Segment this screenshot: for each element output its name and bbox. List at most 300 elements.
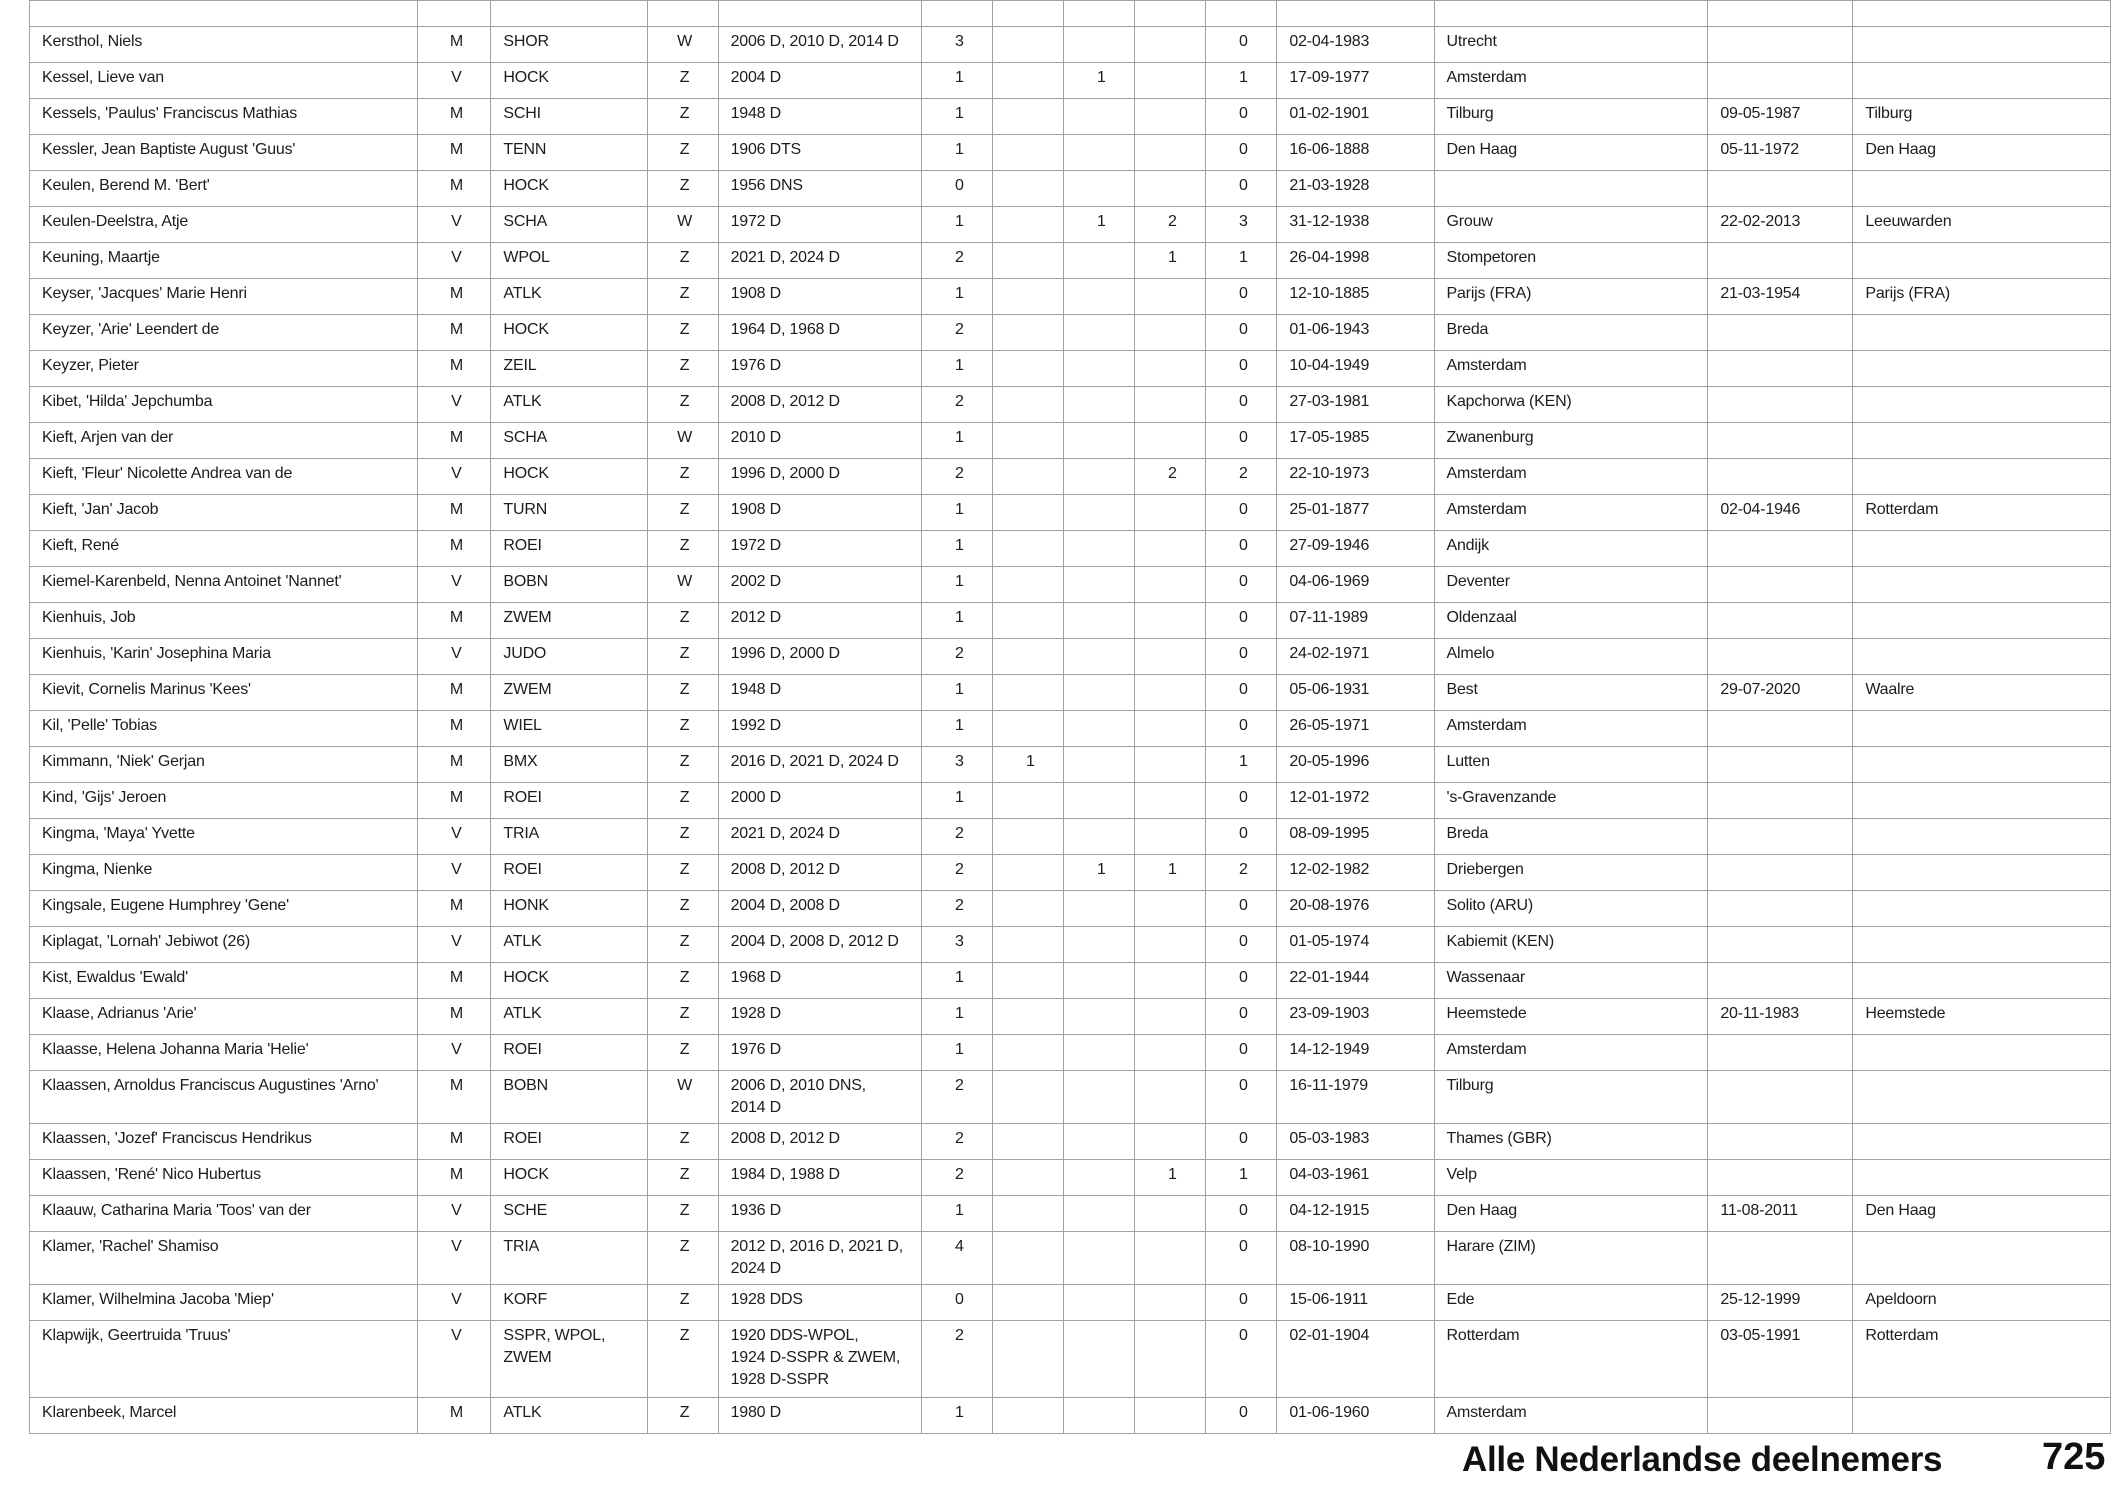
gender-cell: M	[418, 423, 491, 459]
silver-cell	[1064, 387, 1135, 423]
season-cell: Z	[647, 891, 718, 927]
silver-cell	[1064, 1124, 1135, 1160]
birth-place-cell: Amsterdam	[1434, 351, 1708, 387]
medals-total-cell: 0	[1206, 675, 1277, 711]
silver-cell	[1064, 567, 1135, 603]
bronze-cell: 2	[1135, 207, 1206, 243]
name-cell: Keyzer, Pieter	[30, 351, 418, 387]
death-place-cell	[1853, 27, 2111, 63]
medals-total-cell: 0	[1206, 135, 1277, 171]
games-cell: 2006 D, 2010 D, 2014 D	[718, 27, 922, 63]
medals-total-cell: 1	[1206, 1160, 1277, 1196]
death-place-cell	[1853, 567, 2111, 603]
sport-cell: BOBN	[491, 1071, 647, 1124]
name-cell: Kimmann, 'Niek' Gerjan	[30, 747, 418, 783]
birth-place-cell: Harare (ZIM)	[1434, 1232, 1708, 1285]
sport-cell: WPOL	[491, 243, 647, 279]
birth-place-cell: Utrecht	[1434, 27, 1708, 63]
gender-cell: M	[418, 99, 491, 135]
sport-cell: ZEIL	[491, 351, 647, 387]
sport-cell: SSPR, WPOL, ZWEM	[491, 1321, 647, 1398]
birth-date-cell: 16-06-1888	[1277, 135, 1434, 171]
season-cell: Z	[647, 315, 718, 351]
participations-cell: 4	[922, 1232, 993, 1285]
birth-place-cell: Kapchorwa (KEN)	[1434, 387, 1708, 423]
sport-cell: ROEI	[491, 531, 647, 567]
birth-date-cell: 12-10-1885	[1277, 279, 1434, 315]
participations-cell: 2	[922, 459, 993, 495]
season-cell: Z	[647, 639, 718, 675]
bronze-cell	[1135, 279, 1206, 315]
medals-total-cell: 0	[1206, 963, 1277, 999]
sport-cell: ROEI	[491, 783, 647, 819]
bronze-cell: 1	[1135, 243, 1206, 279]
name-cell: Kibet, 'Hilda' Jepchumba	[30, 387, 418, 423]
death-date-cell: 25-12-1999	[1708, 1285, 1853, 1321]
death-date-cell: 29-07-2020	[1708, 675, 1853, 711]
bronze-cell	[1135, 1321, 1206, 1398]
table-row	[30, 1035, 2111, 1071]
birth-date-cell: 20-08-1976	[1277, 891, 1434, 927]
participations-cell: 2	[922, 891, 993, 927]
games-cell: 2016 D, 2021 D, 2024 D	[718, 747, 922, 783]
bronze-cell	[1135, 531, 1206, 567]
sport-cell: SCHI	[491, 99, 647, 135]
birth-date-cell: 25-01-1877	[1277, 495, 1434, 531]
gold-cell	[993, 855, 1064, 891]
name-cell: Kingma, Nienke	[30, 855, 418, 891]
birth-date-cell: 01-06-1960	[1277, 1398, 1434, 1434]
death-place-cell	[1853, 819, 2111, 855]
birth-date-cell: 01-02-1901	[1277, 99, 1434, 135]
death-date-cell: 03-05-1991	[1708, 1321, 1853, 1398]
sport-cell: ROEI	[491, 1124, 647, 1160]
birth-date-cell	[1277, 1, 1434, 27]
sport-cell: HOCK	[491, 171, 647, 207]
participations-cell: 0	[922, 1285, 993, 1321]
participations-cell: 0	[922, 171, 993, 207]
death-place-cell: Rotterdam	[1853, 1321, 2111, 1398]
silver-cell	[1064, 99, 1135, 135]
silver-cell	[1064, 891, 1135, 927]
death-place-cell	[1853, 1398, 2111, 1434]
bronze-cell	[1135, 63, 1206, 99]
death-place-cell	[1853, 387, 2111, 423]
medals-total-cell: 0	[1206, 279, 1277, 315]
gold-cell	[993, 531, 1064, 567]
gender-cell: V	[418, 1232, 491, 1285]
gold-cell	[993, 99, 1064, 135]
birth-place-cell: Ede	[1434, 1285, 1708, 1321]
gender-cell: V	[418, 1035, 491, 1071]
death-date-cell	[1708, 747, 1853, 783]
death-date-cell	[1708, 891, 1853, 927]
table-row	[30, 1285, 2111, 1321]
gold-cell	[993, 819, 1064, 855]
birth-place-cell: Lutten	[1434, 747, 1708, 783]
death-date-cell	[1708, 1160, 1853, 1196]
games-cell: 1948 D	[718, 675, 922, 711]
medals-total-cell: 0	[1206, 639, 1277, 675]
games-cell: 2010 D	[718, 423, 922, 459]
table-row	[30, 207, 2111, 243]
gold-cell	[993, 1071, 1064, 1124]
birth-date-cell: 14-12-1949	[1277, 1035, 1434, 1071]
gold-cell	[993, 783, 1064, 819]
medals-total-cell: 0	[1206, 1232, 1277, 1285]
bronze-cell	[1135, 1285, 1206, 1321]
bronze-cell	[1135, 891, 1206, 927]
medals-total-cell: 3	[1206, 207, 1277, 243]
silver-cell	[1064, 1160, 1135, 1196]
games-cell: 1964 D, 1968 D	[718, 315, 922, 351]
season-cell: Z	[647, 927, 718, 963]
birth-place-cell: Stompetoren	[1434, 243, 1708, 279]
death-place-cell	[1853, 891, 2111, 927]
birth-date-cell: 02-01-1904	[1277, 1321, 1434, 1398]
birth-place-cell: Thames (GBR)	[1434, 1124, 1708, 1160]
birth-place-cell: Solito (ARU)	[1434, 891, 1708, 927]
death-date-cell	[1708, 927, 1853, 963]
silver-cell	[1064, 1232, 1135, 1285]
death-date-cell	[1708, 819, 1853, 855]
bronze-cell	[1135, 135, 1206, 171]
birth-place-cell: Deventer	[1434, 567, 1708, 603]
gold-cell	[993, 351, 1064, 387]
participations-cell: 2	[922, 1124, 993, 1160]
death-place-cell	[1853, 315, 2111, 351]
silver-cell	[1064, 459, 1135, 495]
season-cell: W	[647, 423, 718, 459]
gender-cell: M	[418, 711, 491, 747]
medals-total-cell: 0	[1206, 1321, 1277, 1398]
sport-cell: SCHA	[491, 423, 647, 459]
gold-cell	[993, 423, 1064, 459]
birth-date-cell: 12-01-1972	[1277, 783, 1434, 819]
table-row	[30, 891, 2111, 927]
birth-date-cell: 26-04-1998	[1277, 243, 1434, 279]
death-date-cell	[1708, 531, 1853, 567]
death-place-cell	[1853, 423, 2111, 459]
death-date-cell	[1708, 1071, 1853, 1124]
gender-cell: M	[418, 1398, 491, 1434]
table-row	[30, 315, 2111, 351]
silver-cell	[1064, 171, 1135, 207]
birth-place-cell: Amsterdam	[1434, 711, 1708, 747]
death-date-cell	[1708, 1232, 1853, 1285]
sport-cell: TRIA	[491, 1232, 647, 1285]
sport-cell: TENN	[491, 135, 647, 171]
season-cell: W	[647, 1071, 718, 1124]
gender-cell: V	[418, 855, 491, 891]
participations-cell: 2	[922, 1071, 993, 1124]
bronze-cell	[1135, 495, 1206, 531]
gold-cell	[993, 711, 1064, 747]
medals-total-cell: 0	[1206, 891, 1277, 927]
games-cell: 1908 D	[718, 279, 922, 315]
death-place-cell	[1853, 711, 2111, 747]
birth-place-cell: Driebergen	[1434, 855, 1708, 891]
gold-cell	[993, 207, 1064, 243]
season-cell: Z	[647, 1160, 718, 1196]
medals-total-cell: 0	[1206, 27, 1277, 63]
bronze-cell	[1135, 603, 1206, 639]
birth-place-cell: Den Haag	[1434, 1196, 1708, 1232]
season-cell: Z	[647, 711, 718, 747]
death-date-cell: 22-02-2013	[1708, 207, 1853, 243]
gender-cell: V	[418, 243, 491, 279]
participants-table	[29, 0, 2111, 1434]
bronze-cell	[1135, 783, 1206, 819]
birth-place-cell	[1434, 1, 1708, 27]
birth-date-cell: 12-02-1982	[1277, 855, 1434, 891]
table-row	[30, 1, 2111, 27]
medals-total-cell: 0	[1206, 423, 1277, 459]
gold-cell	[993, 1035, 1064, 1071]
bronze-cell	[1135, 639, 1206, 675]
gold-cell	[993, 1321, 1064, 1398]
participations-cell: 2	[922, 387, 993, 423]
medals-total-cell: 0	[1206, 531, 1277, 567]
bronze-cell	[1135, 1398, 1206, 1434]
birth-place-cell: Amsterdam	[1434, 495, 1708, 531]
sport-cell: ZWEM	[491, 675, 647, 711]
birth-date-cell: 08-10-1990	[1277, 1232, 1434, 1285]
games-cell: 1996 D, 2000 D	[718, 639, 922, 675]
games-cell: 2000 D	[718, 783, 922, 819]
gold-cell	[993, 495, 1064, 531]
sport-cell: SCHE	[491, 1196, 647, 1232]
medals-total-cell: 1	[1206, 63, 1277, 99]
birth-place-cell: Kabiemit (KEN)	[1434, 927, 1708, 963]
death-place-cell	[1853, 171, 2111, 207]
death-date-cell	[1708, 351, 1853, 387]
games-cell: 1976 D	[718, 351, 922, 387]
birth-date-cell: 31-12-1938	[1277, 207, 1434, 243]
games-cell: 1996 D, 2000 D	[718, 459, 922, 495]
season-cell: Z	[647, 675, 718, 711]
games-cell: 1920 DDS-WPOL, 1924 D-SSPR & ZWEM, 1928 D-SSPR	[718, 1321, 922, 1398]
gender-cell: M	[418, 747, 491, 783]
table-row	[30, 675, 2111, 711]
gender-cell: M	[418, 891, 491, 927]
name-cell: Klamer, Wilhelmina Jacoba 'Miep'	[30, 1285, 418, 1321]
gender-cell: M	[418, 1071, 491, 1124]
silver-cell	[1064, 639, 1135, 675]
games-cell: 2012 D, 2016 D, 2021 D, 2024 D	[718, 1232, 922, 1285]
medals-total-cell: 1	[1206, 747, 1277, 783]
season-cell: Z	[647, 999, 718, 1035]
name-cell: Kieft, Arjen van der	[30, 423, 418, 459]
gold-cell	[993, 927, 1064, 963]
gender-cell: M	[418, 315, 491, 351]
gender-cell: V	[418, 207, 491, 243]
season-cell: Z	[647, 963, 718, 999]
gender-cell: M	[418, 171, 491, 207]
table-row	[30, 1160, 2111, 1196]
gender-cell: V	[418, 387, 491, 423]
participations-cell	[922, 1, 993, 27]
birth-date-cell: 27-03-1981	[1277, 387, 1434, 423]
bronze-cell	[1135, 1232, 1206, 1285]
medals-total-cell: 0	[1206, 495, 1277, 531]
birth-date-cell: 27-09-1946	[1277, 531, 1434, 567]
birth-place-cell: Tilburg	[1434, 1071, 1708, 1124]
birth-date-cell: 24-02-1971	[1277, 639, 1434, 675]
table-body	[30, 1, 2111, 1434]
games-cell: 1956 DNS	[718, 171, 922, 207]
medals-total-cell: 0	[1206, 99, 1277, 135]
games-cell	[718, 1, 922, 27]
games-cell: 2002 D	[718, 567, 922, 603]
name-cell: Klaasse, Helena Johanna Maria 'Helie'	[30, 1035, 418, 1071]
birth-place-cell: Amsterdam	[1434, 1398, 1708, 1434]
games-cell: 2021 D, 2024 D	[718, 819, 922, 855]
name-cell: Klarenbeek, Marcel	[30, 1398, 418, 1434]
bronze-cell	[1135, 747, 1206, 783]
participations-cell: 1	[922, 423, 993, 459]
season-cell: Z	[647, 387, 718, 423]
games-cell: 1908 D	[718, 495, 922, 531]
silver-cell: 1	[1064, 207, 1135, 243]
bronze-cell	[1135, 1071, 1206, 1124]
participations-cell: 1	[922, 963, 993, 999]
participations-cell: 2	[922, 819, 993, 855]
page-number: 725	[2042, 1436, 2106, 1478]
games-cell: 2008 D, 2012 D	[718, 855, 922, 891]
sport-cell: ATLK	[491, 279, 647, 315]
name-cell: Kieft, René	[30, 531, 418, 567]
season-cell: Z	[647, 603, 718, 639]
season-cell: Z	[647, 135, 718, 171]
season-cell: Z	[647, 747, 718, 783]
sport-cell: HOCK	[491, 459, 647, 495]
birth-date-cell: 22-10-1973	[1277, 459, 1434, 495]
death-date-cell: 05-11-1972	[1708, 135, 1853, 171]
games-cell: 2004 D, 2008 D, 2012 D	[718, 927, 922, 963]
medals-total-cell: 0	[1206, 387, 1277, 423]
gender-cell: V	[418, 819, 491, 855]
participations-cell: 1	[922, 999, 993, 1035]
name-cell: Kievit, Cornelis Marinus 'Kees'	[30, 675, 418, 711]
table-row	[30, 819, 2111, 855]
games-cell: 2012 D	[718, 603, 922, 639]
death-place-cell: Heemstede	[1853, 999, 2111, 1035]
birth-place-cell: Oldenzaal	[1434, 603, 1708, 639]
bronze-cell: 2	[1135, 459, 1206, 495]
section-title: Alle Nederlandse deelnemers	[1462, 1440, 1943, 1479]
gold-cell: 1	[993, 747, 1064, 783]
birth-date-cell: 23-09-1903	[1277, 999, 1434, 1035]
gold-cell	[993, 1196, 1064, 1232]
sport-cell: ATLK	[491, 1398, 647, 1434]
gender-cell: M	[418, 351, 491, 387]
name-cell: Klaassen, Arnoldus Franciscus Augustines 'Arno'	[30, 1071, 418, 1124]
birth-date-cell: 16-11-1979	[1277, 1071, 1434, 1124]
gender-cell: V	[418, 1196, 491, 1232]
birth-date-cell: 20-05-1996	[1277, 747, 1434, 783]
death-place-cell	[1853, 1160, 2111, 1196]
death-date-cell: 02-04-1946	[1708, 495, 1853, 531]
sport-cell: BMX	[491, 747, 647, 783]
silver-cell	[1064, 963, 1135, 999]
gender-cell: V	[418, 567, 491, 603]
participations-cell: 1	[922, 135, 993, 171]
name-cell: Kist, Ewaldus 'Ewald'	[30, 963, 418, 999]
table-row	[30, 63, 2111, 99]
gender-cell: M	[418, 603, 491, 639]
gold-cell	[993, 603, 1064, 639]
season-cell: W	[647, 27, 718, 63]
gold-cell	[993, 567, 1064, 603]
birth-date-cell: 15-06-1911	[1277, 1285, 1434, 1321]
death-place-cell	[1853, 243, 2111, 279]
gender-cell: M	[418, 27, 491, 63]
season-cell: Z	[647, 819, 718, 855]
table-row	[30, 135, 2111, 171]
name-cell: Kiemel-Karenbeld, Nenna Antoinet 'Nannet'	[30, 567, 418, 603]
table-row	[30, 27, 2111, 63]
bronze-cell	[1135, 1035, 1206, 1071]
sport-cell: BOBN	[491, 567, 647, 603]
name-cell: Kingma, 'Maya' Yvette	[30, 819, 418, 855]
death-date-cell	[1708, 387, 1853, 423]
death-date-cell	[1708, 315, 1853, 351]
silver-cell: 1	[1064, 63, 1135, 99]
gold-cell	[993, 27, 1064, 63]
gender-cell	[418, 1, 491, 27]
bronze-cell	[1135, 963, 1206, 999]
table-row	[30, 495, 2111, 531]
birth-date-cell: 10-04-1949	[1277, 351, 1434, 387]
name-cell: Keulen, Berend M. 'Bert'	[30, 171, 418, 207]
death-place-cell	[1853, 63, 2111, 99]
games-cell: 1906 DTS	[718, 135, 922, 171]
name-cell: Klamer, 'Rachel' Shamiso	[30, 1232, 418, 1285]
medals-total-cell: 0	[1206, 1035, 1277, 1071]
name-cell: Klaase, Adrianus 'Arie'	[30, 999, 418, 1035]
silver-cell	[1064, 711, 1135, 747]
table-row	[30, 567, 2111, 603]
games-cell: 2006 D, 2010 DNS, 2014 D	[718, 1071, 922, 1124]
name-cell: Kersthol, Niels	[30, 27, 418, 63]
participations-cell: 1	[922, 63, 993, 99]
participations-cell: 3	[922, 927, 993, 963]
gold-cell	[993, 999, 1064, 1035]
death-date-cell	[1708, 171, 1853, 207]
bronze-cell	[1135, 351, 1206, 387]
bronze-cell	[1135, 927, 1206, 963]
medals-total-cell: 0	[1206, 711, 1277, 747]
death-date-cell	[1708, 63, 1853, 99]
season-cell: Z	[647, 63, 718, 99]
death-place-cell	[1853, 963, 2111, 999]
birth-date-cell: 17-05-1985	[1277, 423, 1434, 459]
table-row	[30, 531, 2111, 567]
gender-cell: M	[418, 999, 491, 1035]
participations-cell: 1	[922, 1196, 993, 1232]
gender-cell: M	[418, 495, 491, 531]
birth-place-cell: 's-Gravenzande	[1434, 783, 1708, 819]
games-cell: 1968 D	[718, 963, 922, 999]
death-place-cell: Waalre	[1853, 675, 2111, 711]
silver-cell	[1064, 783, 1135, 819]
sport-cell: JUDO	[491, 639, 647, 675]
season-cell: Z	[647, 783, 718, 819]
bronze-cell	[1135, 1124, 1206, 1160]
games-cell: 2008 D, 2012 D	[718, 387, 922, 423]
sport-cell: HOCK	[491, 963, 647, 999]
